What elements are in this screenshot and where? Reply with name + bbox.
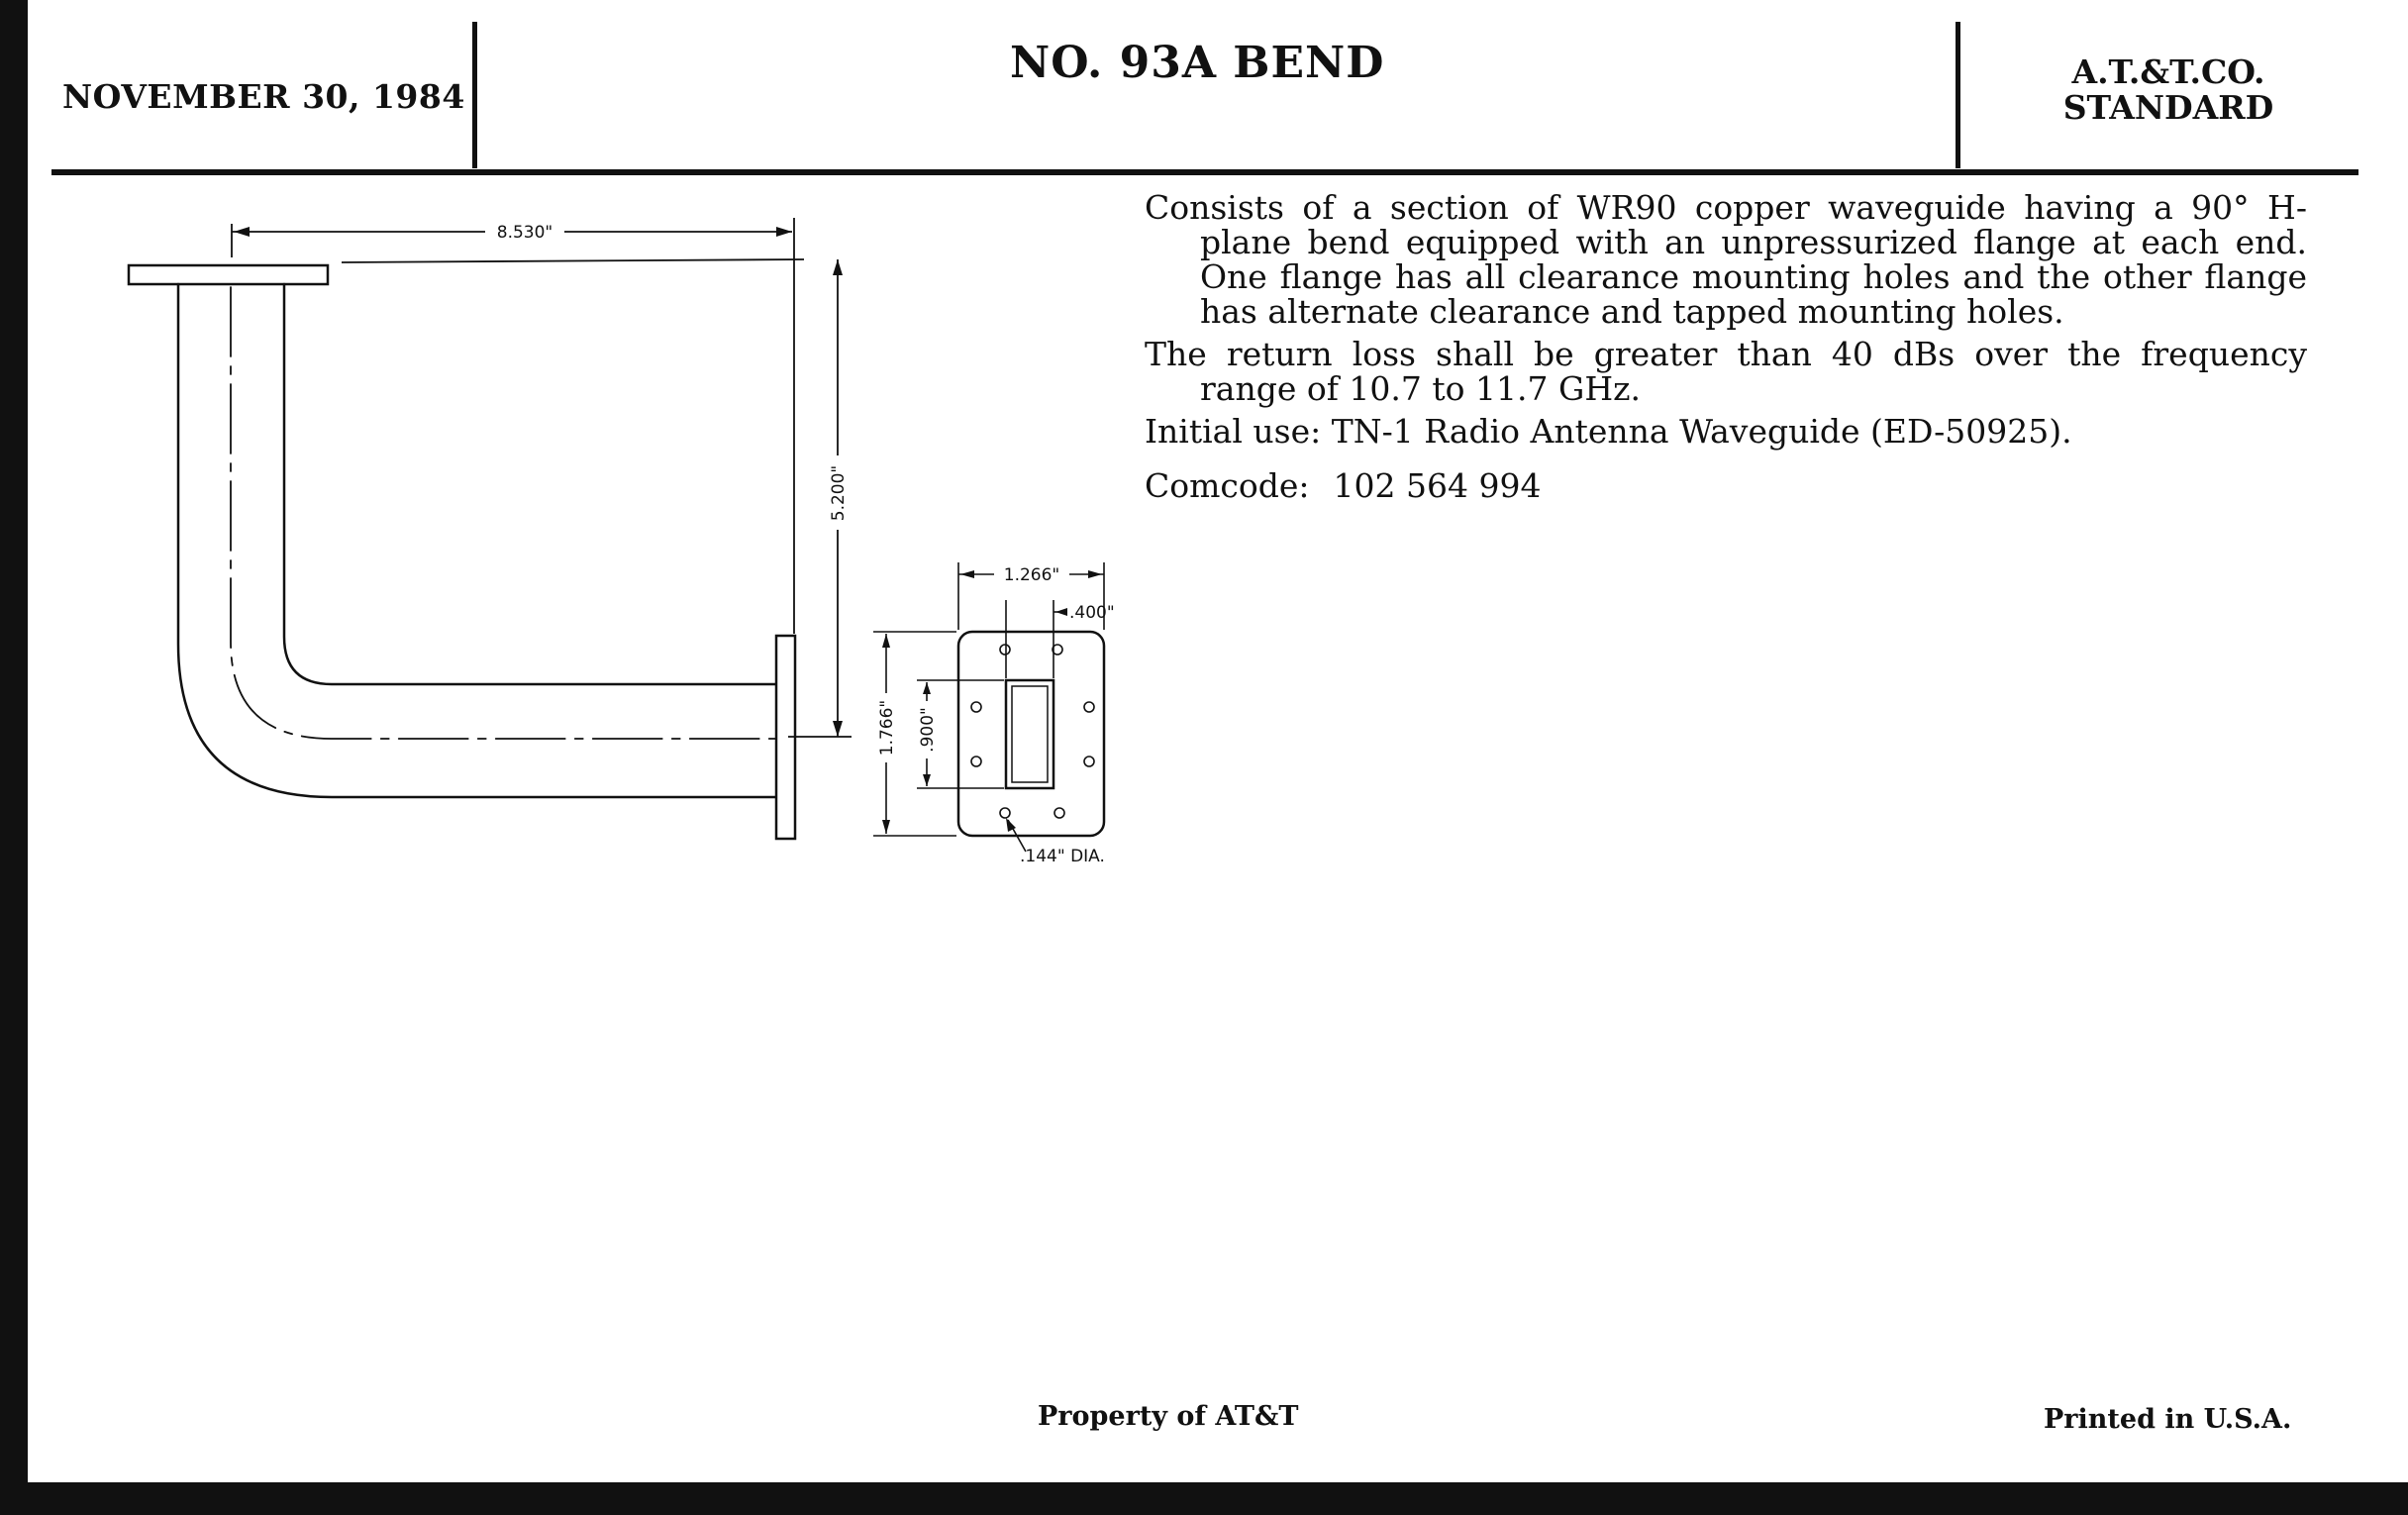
spec-description: Consists of a section of WR90 copper waveguide having a 90° H-plane bend equipped with an unpressurized flange at each end. One flange has all clearance mounting holes and the other flange has alternate clearance and tapped mounting holes. bbox=[1145, 188, 2307, 331]
footer-property: Property of AT&T bbox=[1038, 1401, 1299, 1432]
header-standard-line1: A.T.&T.CO. bbox=[2071, 52, 2265, 91]
header-standard bbox=[2020, 54, 2317, 126]
dim-flange-width-label: 1.266" bbox=[1003, 565, 1060, 585]
mounting-hole bbox=[971, 757, 981, 766]
waveguide-outer-wall bbox=[178, 284, 776, 797]
bend-drawing bbox=[0, 0, 1168, 891]
header-date: NOVEMBER 30, 1984 bbox=[62, 77, 465, 116]
mounting-hole bbox=[1000, 808, 1010, 818]
scan-border-bottom bbox=[0, 1482, 2408, 1515]
header-standard-line2: STANDARD bbox=[2062, 88, 2274, 127]
waveguide-inner-wall bbox=[284, 284, 776, 684]
comcode-label: Comcode: bbox=[1145, 466, 1310, 505]
footer-printed: Printed in U.S.A. bbox=[2044, 1404, 2292, 1435]
dim-height-label: 5.200" bbox=[829, 464, 849, 522]
top-flange bbox=[129, 265, 328, 284]
dim-flange-height-label: 1.766" bbox=[877, 699, 897, 757]
spec-initial-use: Initial use: TN-1 Radio Antenna Waveguide (ED-50925). bbox=[1145, 412, 2072, 451]
mounting-hole bbox=[1054, 808, 1064, 818]
comcode-value: 102 564 994 bbox=[1333, 466, 1542, 505]
dim-hole-label: .144" DIA. bbox=[1020, 847, 1105, 866]
header-divider-right bbox=[1956, 22, 1960, 168]
spec-return-loss: The return loss shall be greater than 40 dBs over the frequency range of 10.7 to 11.7 GHz. bbox=[1145, 335, 2307, 408]
spec-text bbox=[1145, 190, 2307, 503]
dim-length-label: 8.530" bbox=[496, 223, 553, 243]
mounting-hole bbox=[1084, 702, 1094, 712]
dim-opening-height-label: .900" bbox=[918, 707, 938, 753]
page-title: NO. 93A BEND bbox=[1010, 38, 1385, 88]
spec-comcode bbox=[1145, 468, 2307, 503]
waveguide-centerline bbox=[231, 287, 776, 739]
mounting-hole bbox=[1084, 757, 1094, 766]
dim-opening-width-label: .400" bbox=[1069, 603, 1115, 623]
mounting-hole bbox=[1000, 645, 1010, 655]
mounting-hole bbox=[971, 702, 981, 712]
flange-face bbox=[958, 632, 1104, 836]
